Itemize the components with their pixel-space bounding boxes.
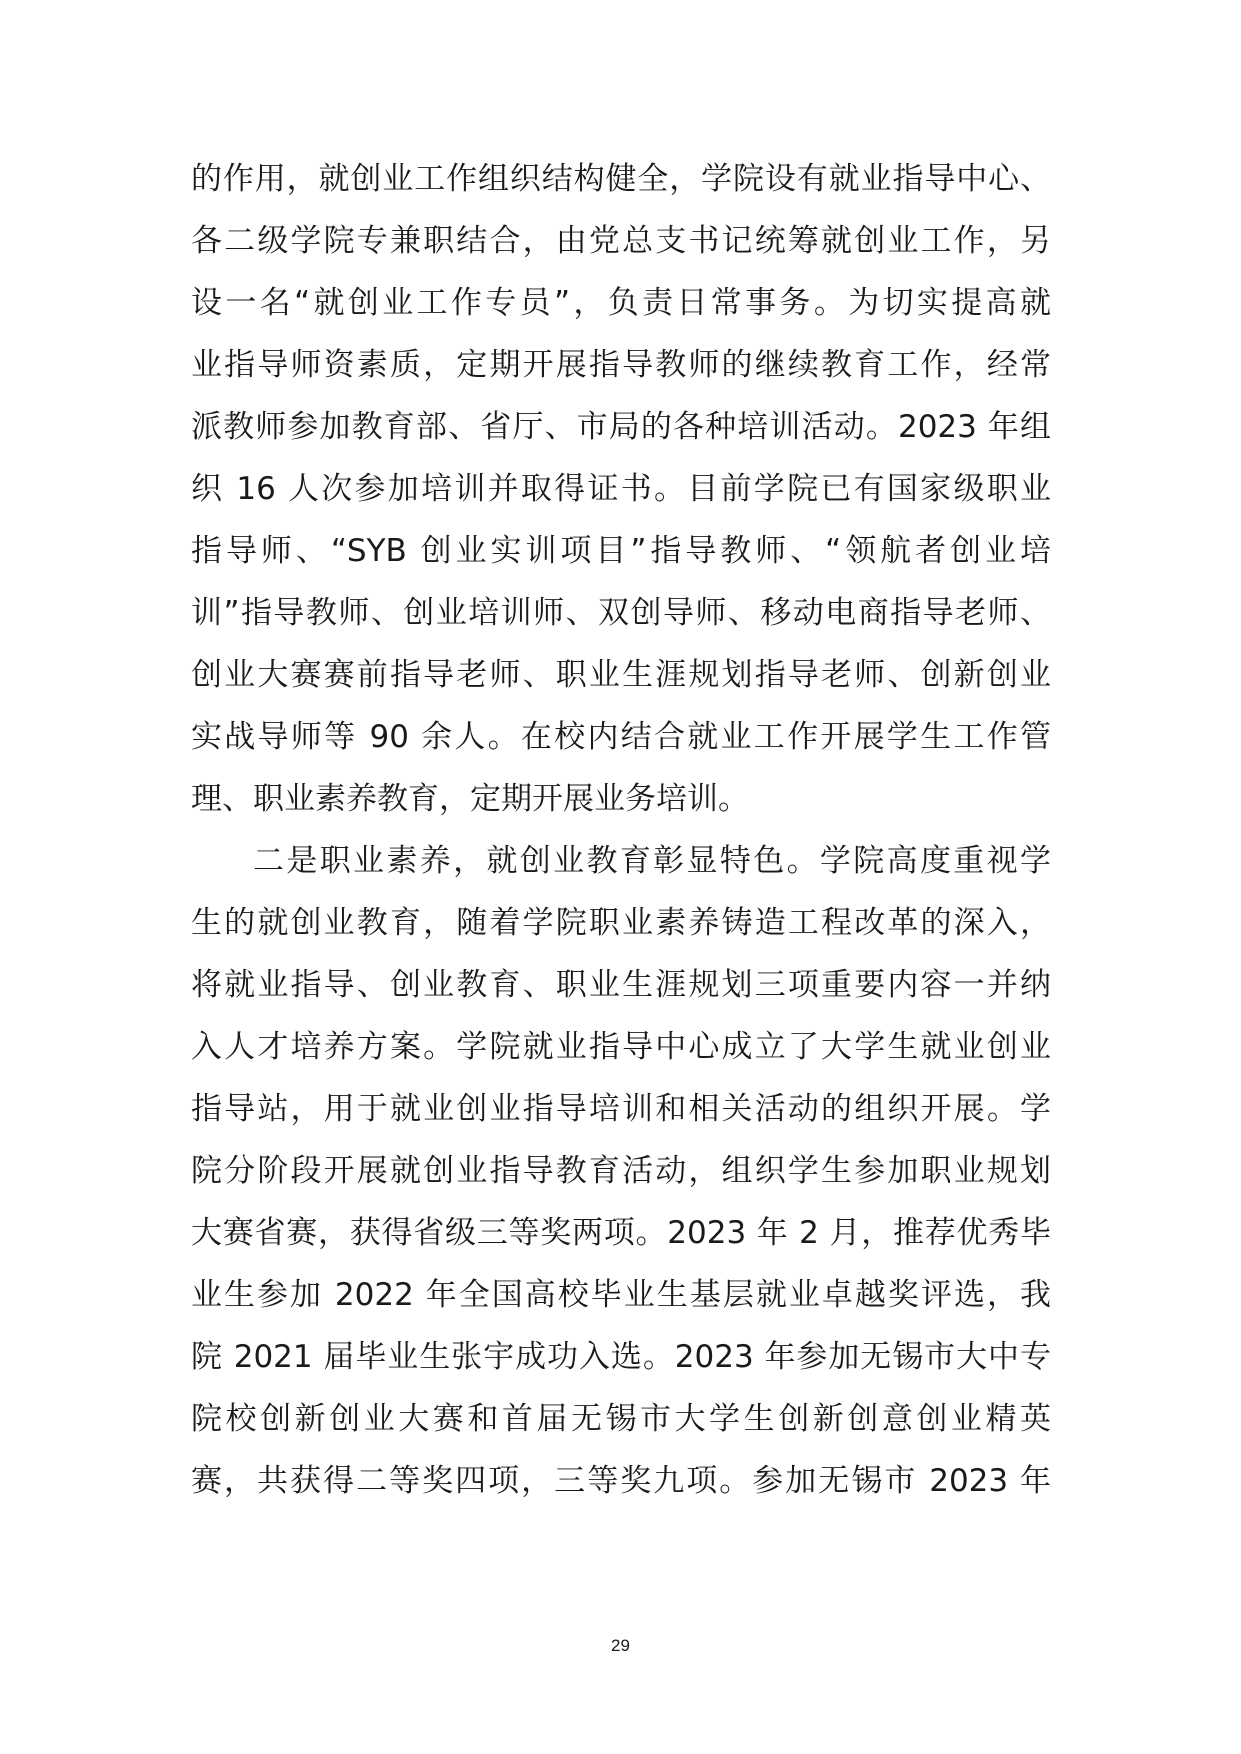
- text-line: 赛，共获得二等奖四项，三等奖九项。参加无锡市 2023 年: [191, 1463, 1051, 1499]
- text-line: 各二级学院专兼职结合，由党总支书记统筹就创业工作，另: [191, 223, 1051, 259]
- text-line: 设一名“就创业工作专员”，负责日常事务。为切实提高就: [191, 285, 1051, 321]
- text-line: 业指导师资素质，定期开展指导教师的继续教育工作，经常: [191, 347, 1051, 383]
- text-line: 二是职业素养，就创业教育彰显特色。学院高度重视学: [253, 843, 1051, 879]
- text-line: 入人才培养方案。学院就业指导中心成立了大学生就业创业: [191, 1029, 1051, 1065]
- text-line: 创业大赛赛前指导老师、职业生涯规划指导老师、创新创业: [191, 657, 1051, 693]
- text-line: 业生参加 2022 年全国高校毕业生基层就业卓越奖评选，我: [191, 1277, 1051, 1313]
- text-line: 实战导师等 90 余人。在校内结合就业工作开展学生工作管: [191, 719, 1051, 755]
- text-line: 指导站，用于就业创业指导培训和相关活动的组织开展。学: [191, 1091, 1051, 1127]
- text-line: 理、职业素养教育，定期开展业务培训。: [191, 781, 749, 817]
- text-line: 将就业指导、创业教育、职业生涯规划三项重要内容一并纳: [191, 967, 1051, 1003]
- paragraph-2: [191, 830, 1051, 1512]
- page-number: 29: [611, 1636, 630, 1655]
- paragraph-1: [191, 148, 1051, 830]
- text-line: 指导师、“SYB 创业实训项目”指导教师、“领航者创业培: [191, 533, 1051, 569]
- body-text: [191, 148, 1051, 1512]
- text-line: 织 16 人次参加培训并取得证书。目前学院已有国家级职业: [191, 471, 1051, 507]
- text-line: 的作用，就创业工作组织结构健全，学院设有就业指导中心、: [191, 161, 1051, 197]
- text-line: 院 2021 届毕业生张宇成功入选。2023 年参加无锡市大中专: [191, 1339, 1051, 1375]
- text-line: 训”指导教师、创业培训师、双创导师、移动电商指导老师、: [191, 595, 1051, 631]
- text-line: 派教师参加教育部、省厅、市局的各种培训活动。2023 年组: [191, 409, 1051, 445]
- text-line: 院分阶段开展就创业指导教育活动，组织学生参加职业规划: [191, 1153, 1051, 1189]
- text-line: 院校创新创业大赛和首届无锡市大学生创新创意创业精英: [191, 1401, 1051, 1437]
- text-line: 大赛省赛，获得省级三等奖两项。2023 年 2 月，推荐优秀毕: [191, 1215, 1051, 1251]
- text-line: 生的就创业教育，随着学院职业素养铸造工程改革的深入，: [191, 905, 1051, 941]
